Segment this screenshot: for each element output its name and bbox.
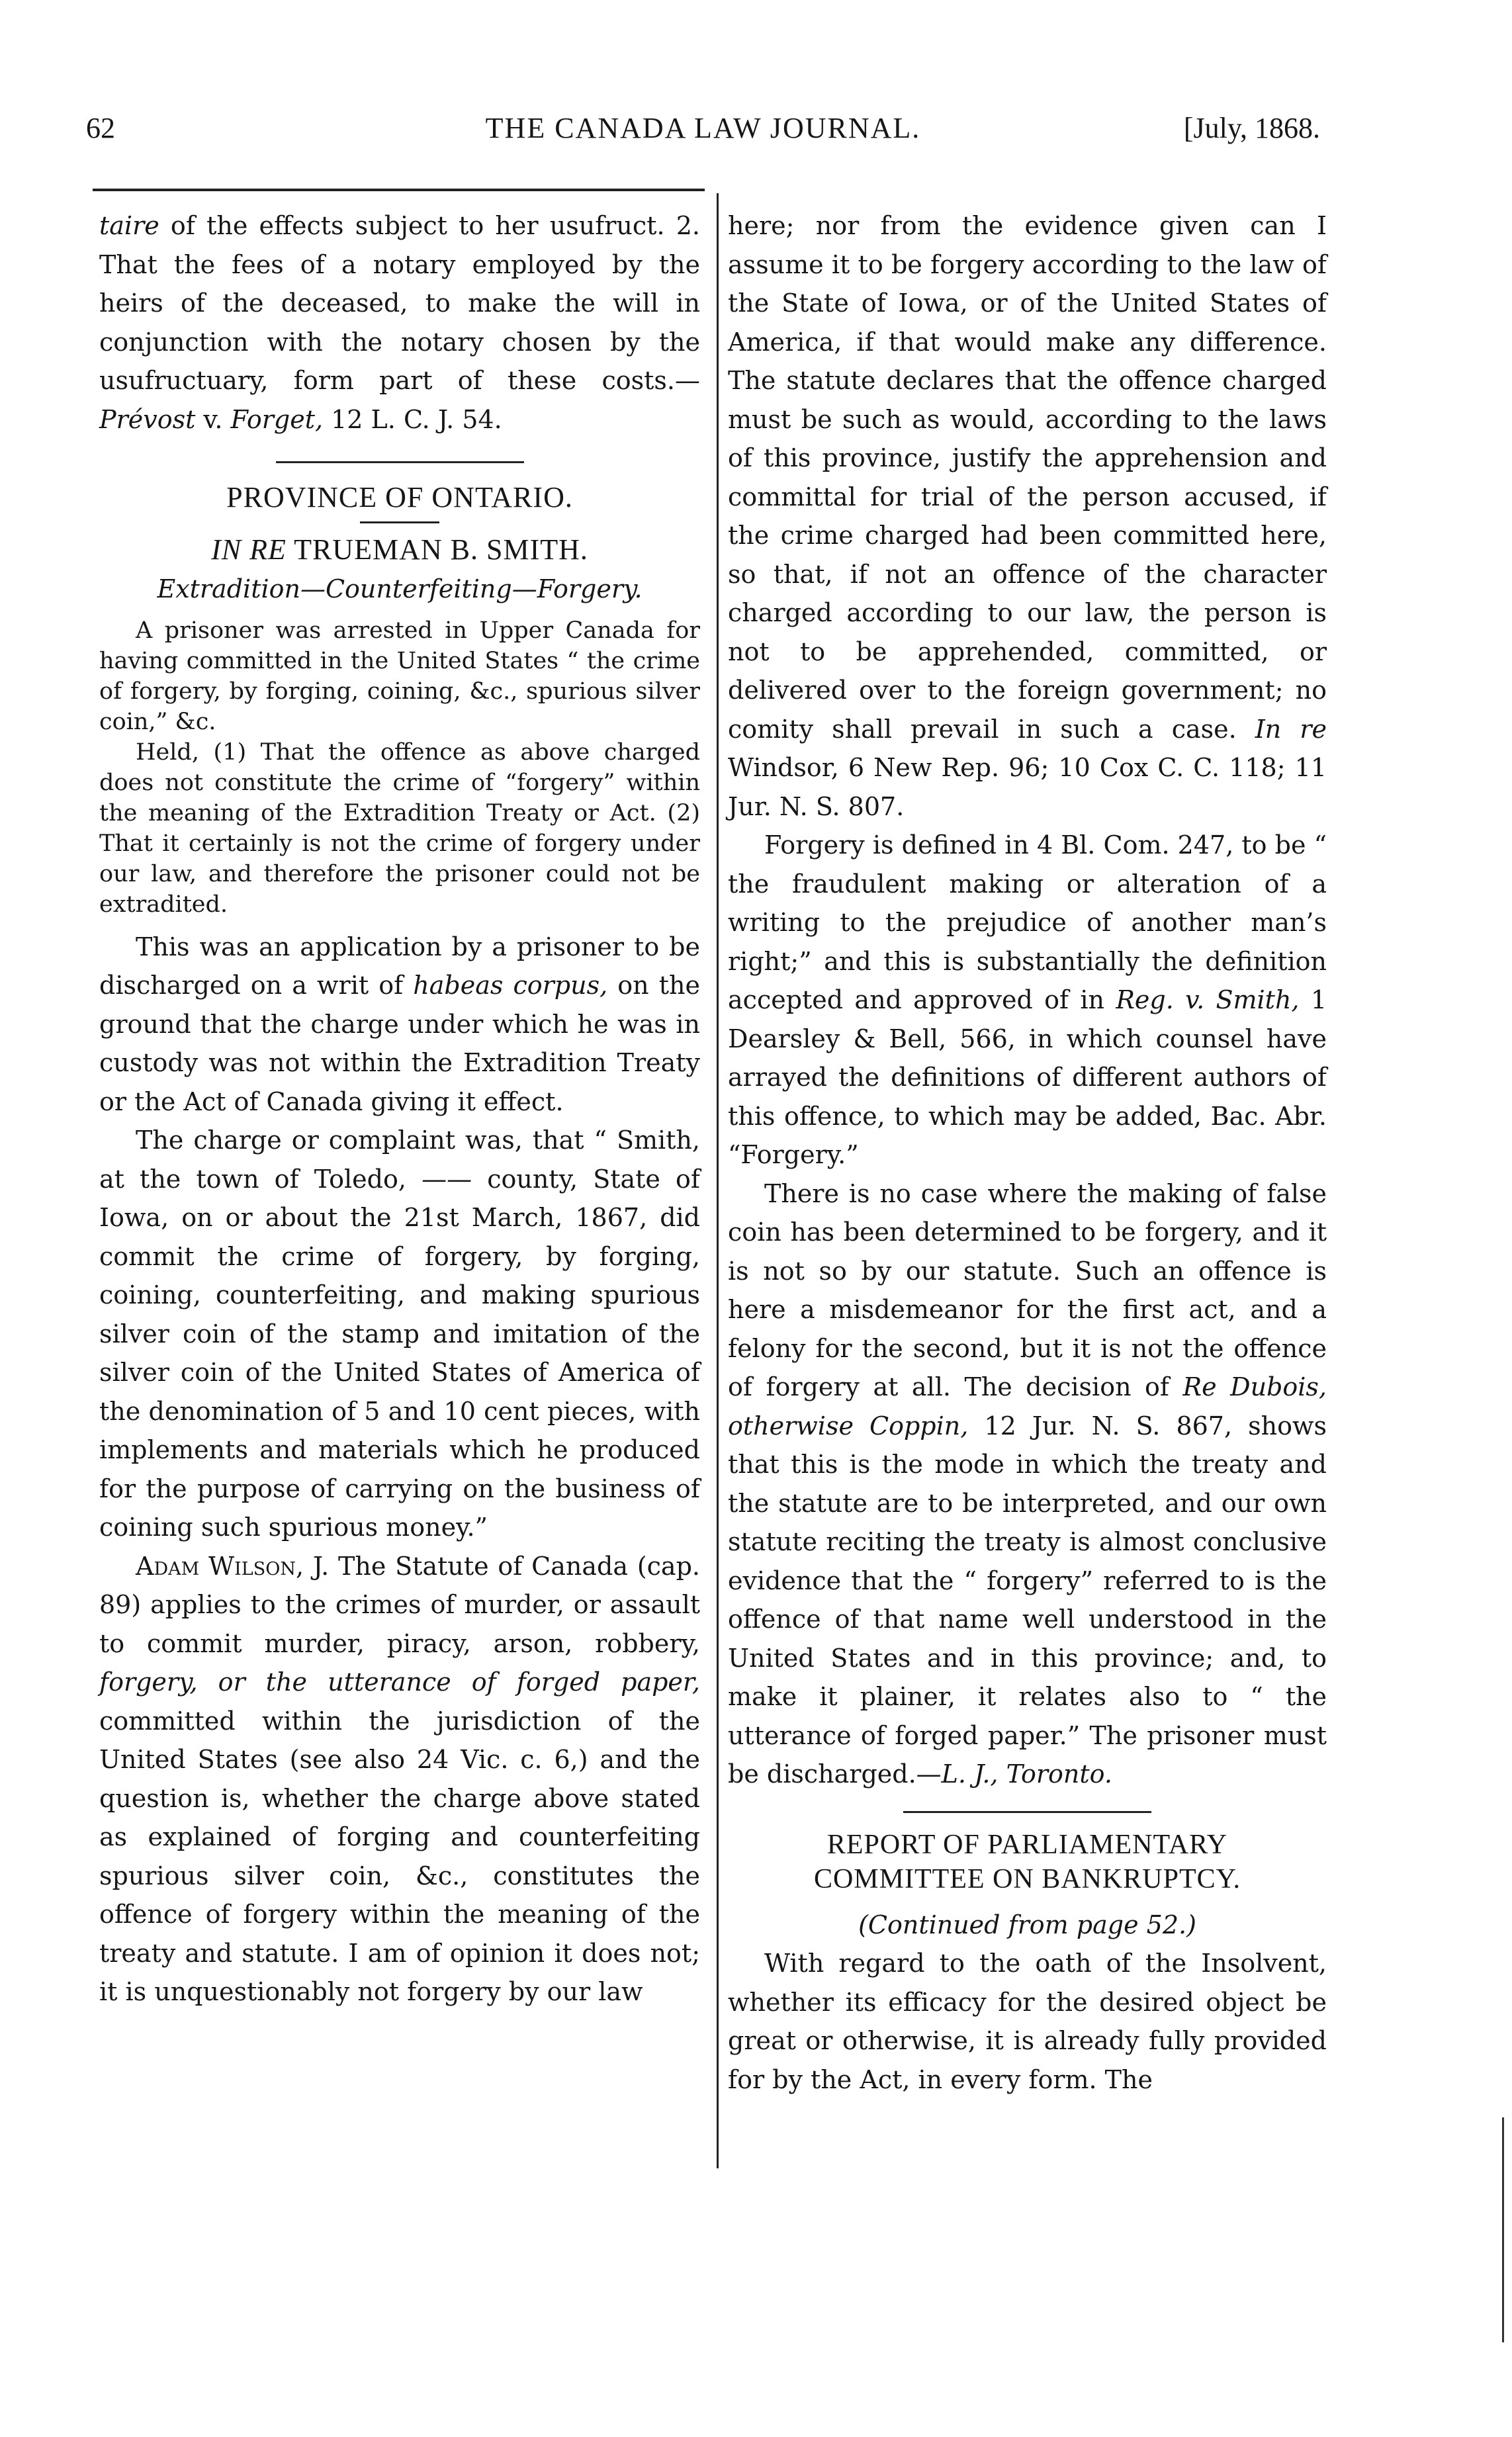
section-rule [276, 461, 524, 463]
forgery-defined-a: Forgery is defined in 4 Bl. Com. 247, to be “ the fraudulent making or alteration of a writing to the prejudice of another man’s right;” and this is substantially the definition accepted and approved of in [728, 830, 1327, 1014]
signature: L. J., Toronto. [941, 1759, 1112, 1789]
case-in-re: IN RE [211, 533, 287, 566]
left-column [99, 206, 700, 2012]
judgment-text-a: J. The Statute of Canada (cap. 89) applies to the crimes of murder, or assault to commit murder, piracy, arson, robbery, [99, 1551, 700, 1658]
report-heading: REPORT OF PARLIAMENTARY COMMITTEE ON BANKRUPTCY. [813, 1829, 1241, 1894]
column-divider [717, 193, 719, 2168]
paragraph-continuation [728, 206, 1327, 826]
citation-rest: 12 L. C. J. 54. [323, 404, 502, 434]
false-coin-a: There is no case where the making of false coin has been determined to be forgery, and it is not so by our statute. Such an offence is here a misdemeanor for the first act, and a felony for the second, but it is not the offence of forgery at all. The decision of [728, 1178, 1327, 1401]
section-subrule [360, 521, 439, 523]
paragraph-charge: The charge or complaint was, that “ Smith, at the town of Toledo, —— county, State of Iowa, on or about the 21st March, 1867, did commit the crime of forgery, by forging, coining, counterfeiting, and making spurious silver coin of the stamp and imitation of the silver coin of the United States of America of the denomination of 5 and 10 cent pieces, with implements and materials which he produced for the purpose of carrying on the business of coining such spurious money.” [99, 1126, 700, 1542]
paragraph-judgment [99, 1547, 700, 2012]
section-heading: PROVINCE OF ONTARIO. [226, 481, 573, 513]
paragraph-forgery-defined [728, 826, 1327, 1174]
page-edge-mark [1502, 2117, 1504, 2342]
right-column [728, 206, 1327, 2099]
case-name: TRUEMAN B. SMITH. [286, 533, 588, 566]
header-rule [93, 189, 705, 191]
word-taire: taire [99, 211, 159, 240]
paragraph-false-coin [728, 1174, 1327, 1794]
usufruct-text: of the effects subject to her usufruct. 2. That the fees of a notary employed by the heirs of the deceased, to make the will in conjunction with the notary chosen by the usufructuary, form part of these costs.— [99, 211, 700, 395]
continued-note [728, 1906, 1327, 1945]
headnote-1: A prisoner was arrested in Upper Canada for having committed in the United States “ the crime of forgery, by forging, coining, &c., spurious silver coin,” &c. [99, 617, 700, 735]
judge-name: Adam Wilson, [136, 1551, 304, 1581]
continuation-text-a: here; nor from the evidence given can I assume it to be forgery according to the law of the State of Iowa, or of the United States of America, if that would make any difference. The statute declares that the offence charged must be such as would, according to the laws of this province, justify the apprehension and committal for trial of the person accused, if the crime charged had been committed here, so that, if not an offence of the character charged according to our law, the person is not to be apprehended, committed, or delivered over to the foreign government; no comity shall prevail in such a case. [728, 211, 1327, 744]
page-header [86, 111, 1320, 157]
case-dubois: Re Dubois, otherwise Coppin, [728, 1372, 1327, 1440]
report-rule [903, 1811, 1151, 1813]
case-prevost: Prévost [99, 404, 196, 434]
judgment-text-b: committed within the jurisdiction of the United States (see also 24 Vic. c. 6,) and the question is, whether the charge above stated as explained of forging and counterfeiting spurious silver coin, &c., constitutes the offence of forgery within the meaning of the treaty and statute. I am of opinion it does not; it is unquestionably not forgery by our law [99, 1706, 700, 2006]
paragraph-oath: With regard to the oath of the Insolvent, whether its efficacy for the desired object be great or otherwise, it is already fully provided for by the Act, in every form. The [728, 1949, 1327, 2094]
journal-title: THE CANADA LAW JOURNAL. [485, 112, 921, 144]
false-coin-b: 12 Jur. N. S. 867, shows that this is the mode in which the treaty and the statute are to be interpreted, and our own statute reciting the treaty is almost conclusive evidence that the “ forgery” referred to is the offence of that name well understood in the United States and in this province; and, to make it plainer, it relates also to “ the utterance of forged paper.” The prisoner must be discharged.— [728, 1411, 1327, 1789]
application-text-a: This was an application by a prisoner to be discharged on a writ of [99, 932, 700, 1000]
issue-date: [July, 1868. [1183, 112, 1320, 144]
case-title [99, 530, 700, 570]
case-subtitle-text: Extradition—Counterfeiting—Forgery. [157, 574, 643, 603]
judgment-italic: forgery, or the utterance of forged paper, [99, 1667, 700, 1697]
forgery-defined-b: 1 Dearsley & Bell, 566, in which counsel have arrayed the definitions of different authors of this offence, to which may be added, Bac. Abr. “Forgery.” [728, 985, 1327, 1169]
in-re: In re [1255, 714, 1327, 744]
habeas-corpus: habeas corpus, [413, 971, 608, 1000]
page-number: 62 [86, 112, 115, 144]
case-subtitle [99, 570, 700, 609]
paragraph-application [99, 928, 700, 1122]
citation-v: v. [195, 404, 231, 434]
case-forget: Forget, [230, 404, 324, 434]
case-reg-smith: Reg. v. Smith, [1116, 985, 1300, 1014]
headnote-2: Held, (1) That the offence as above charged does not constitute the crime of “forgery” within the meaning of the Extradition Treaty or Act. (2) That it certainly is not the crime of forgery under our law, and therefore the prisoner could not be extradited. [99, 738, 700, 918]
continuation-text-b: Windsor, 6 New Rep. 96; 10 Cox C. C. 118; 11 Jur. N. S. 807. [728, 753, 1327, 821]
paragraph-usufruct [99, 206, 700, 439]
application-text-b: on the ground that the charge under which he was in custody was not within the Extradition Treaty or the Act of Canada giving it effect. [99, 971, 700, 1116]
continued-text: (Continued from page 52.) [858, 1910, 1196, 1939]
